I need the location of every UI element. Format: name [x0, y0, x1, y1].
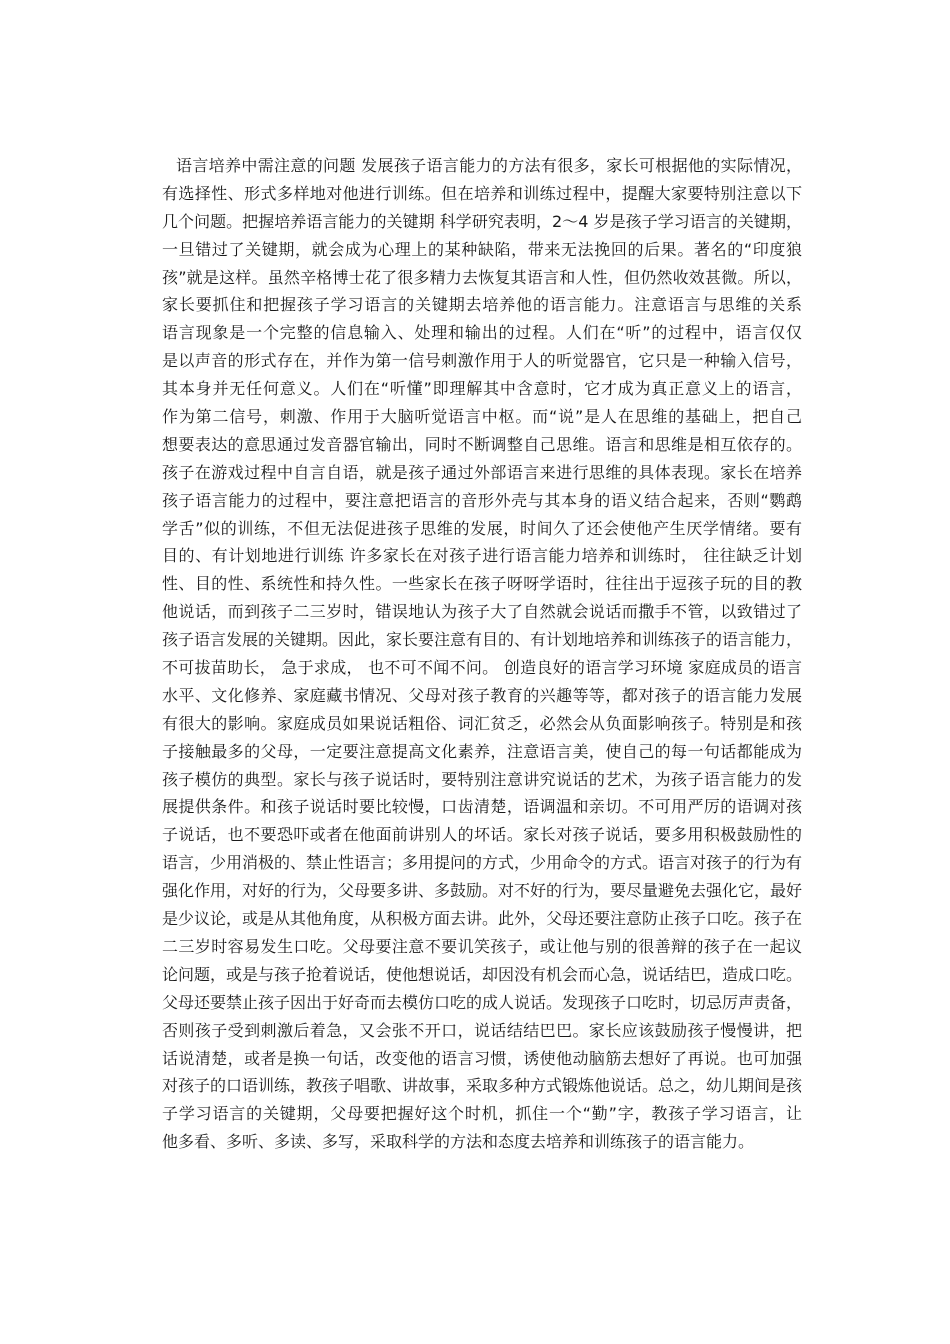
text-line: 水平、文化修养、家庭藏书情况、父母对孩子教育的兴趣等等，都对孩子的语言能力发展	[162, 685, 802, 705]
text-line: 学舌”似的训练，不但无法促进孩子思维的发展，时间久了还会使他产生厌学情绪。要有	[162, 518, 802, 538]
text-line: 子接触最多的父母，一定要注意提高文化素养，注意语言美，使自己的每一句话都能成为	[162, 741, 802, 761]
text-line: 有很大的影响。家庭成员如果说话粗俗、词汇贫乏，必然会从负面影响孩子。特别是和孩	[162, 713, 802, 733]
text-line: 孩子模仿的典型。家长与孩子说话时，要特别注意讲究说话的艺术，为孩子语言能力的发	[162, 769, 802, 789]
text-line: 作为第二信号，刺激、作用于大脑听觉语言中枢。而“说”是人在思维的基础上，把自己	[162, 407, 802, 427]
text-line: 话说清楚，或者是换一句话，改变他的语言习惯，诱使他动脑筋去想好了再说。也可加强	[162, 1048, 802, 1068]
text-line: 语言培养中需注意的问题 发展孩子语言能力的方法有很多，家长可根据他的实际情况，	[176, 156, 802, 175]
text-line: 一旦错过了关键期，就会成为心理上的某种缺陷，带来无法挽回的后果。著名的“印度狼	[162, 239, 802, 259]
text-line: 几个问题。把握培养语言能力的关键期 科学研究表明，2～4 岁是孩子学习语言的关键期，	[162, 211, 802, 231]
text-line: 是以声音的形式存在，并作为第一信号刺激作用于人的听觉器官，它只是一种输入信号，	[162, 351, 802, 371]
text-line: 性、目的性、系统性和持久性。一些家长在孩子呀呀学语时，往往出于逗孩子玩的目的教	[162, 574, 802, 594]
text-line: 语言，少用消极的、禁止性语言；多用提问的方式，少用命令的方式。语言对孩子的行为有	[162, 853, 802, 873]
text-line: 家长要抓住和把握孩子学习语言的关键期去培养他的语言能力。注意语言与思维的关系	[162, 295, 802, 315]
text-line: 他多看、多听、多读、多写，采取科学的方法和态度去培养和训练孩子的语言能力。	[162, 1132, 755, 1152]
text-line: 不可拔苗助长， 急于求成， 也不可不闻不问。 创造良好的语言学习环境 家庭成员的语言	[162, 658, 802, 678]
text-line: 对孩子的口语训练，教孩子唱歌、讲故事，采取多种方式锻炼他说话。总之，幼儿期间是孩	[162, 1076, 802, 1096]
text-line: 他说话，而到孩子二三岁时，错误地认为孩子大了自然就会说话而撒手不管，以致错过了	[162, 602, 802, 622]
text-line: 子学习语言的关键期，父母要把握好这个时机，抓住一个“勤”字，教孩子学习语言，让	[162, 1104, 802, 1124]
text-line: 其本身并无任何意义。人们在“听懂”即理解其中含意时，它才成为真正意义上的语言，	[162, 379, 802, 399]
text-line: 是少议论，或是从其他角度，从积极方面去讲。此外，父母还要注意防止孩子口吃。孩子在	[162, 909, 802, 929]
text-line: 目的、有计划地进行训练 许多家长在对孩子进行语言能力培养和训练时， 往往缺乏计划	[162, 546, 802, 566]
text-line: 二三岁时容易发生口吃。父母要注意不要讥笑孩子，或让他与别的很善辩的孩子在一起议	[162, 936, 802, 956]
text-line: 否则孩子受到刺激后着急，又会张不开口，说话结结巴巴。家长应该鼓励孩子慢慢讲，把	[162, 1020, 802, 1040]
text-line: 论问题，或是与孩子抢着说话，使他想说话，却因没有机会而心急，说话结巴，造成口吃。	[162, 964, 802, 984]
text-line: 父母还要禁止孩子因出于好奇而去模仿口吃的成人说话。发现孩子口吃时，切忌厉声责备，	[162, 992, 802, 1012]
text-line: 想要表达的意思通过发音器官输出，同时不断调整自己思维。语言和思维是相互依存的。	[162, 434, 802, 454]
article-body	[162, 152, 802, 1156]
text-line: 语言现象是一个完整的信息输入、处理和输出的过程。人们在“听”的过程中，语言仅仅	[162, 323, 802, 343]
text-line: 有选择性、形式多样地对他进行训练。但在培养和训练过程中，提醒大家要特别注意以下	[162, 183, 802, 203]
text-line: 强化作用，对好的行为，父母要多讲、多鼓励。对不好的行为，要尽量避免去强化它，最好	[162, 881, 802, 901]
text-line: 展提供条件。和孩子说话时要比较慢，口齿清楚，语调温和亲切。不可用严厉的语调对孩	[162, 797, 802, 817]
text-line: 孩”就是这样。虽然辛格博士花了很多精力去恢复其语言和人性，但仍然收效甚微。所以，	[162, 267, 802, 287]
text-line: 孩子语言发展的关键期。因此，家长要注意有目的、有计划地培养和训练孩子的语言能力，	[162, 630, 802, 650]
text-line: 孩子在游戏过程中自言自语，就是孩子通过外部语言来进行思维的具体表现。家长在培养	[162, 462, 802, 482]
text-line: 孩子语言能力的过程中，要注意把语言的音形外壳与其本身的语义结合起来，否则“鹦鹉	[162, 490, 802, 510]
text-line: 子说话，也不要恐吓或者在他面前讲别人的坏话。家长对孩子说话，要多用积极鼓励性的	[162, 825, 802, 845]
